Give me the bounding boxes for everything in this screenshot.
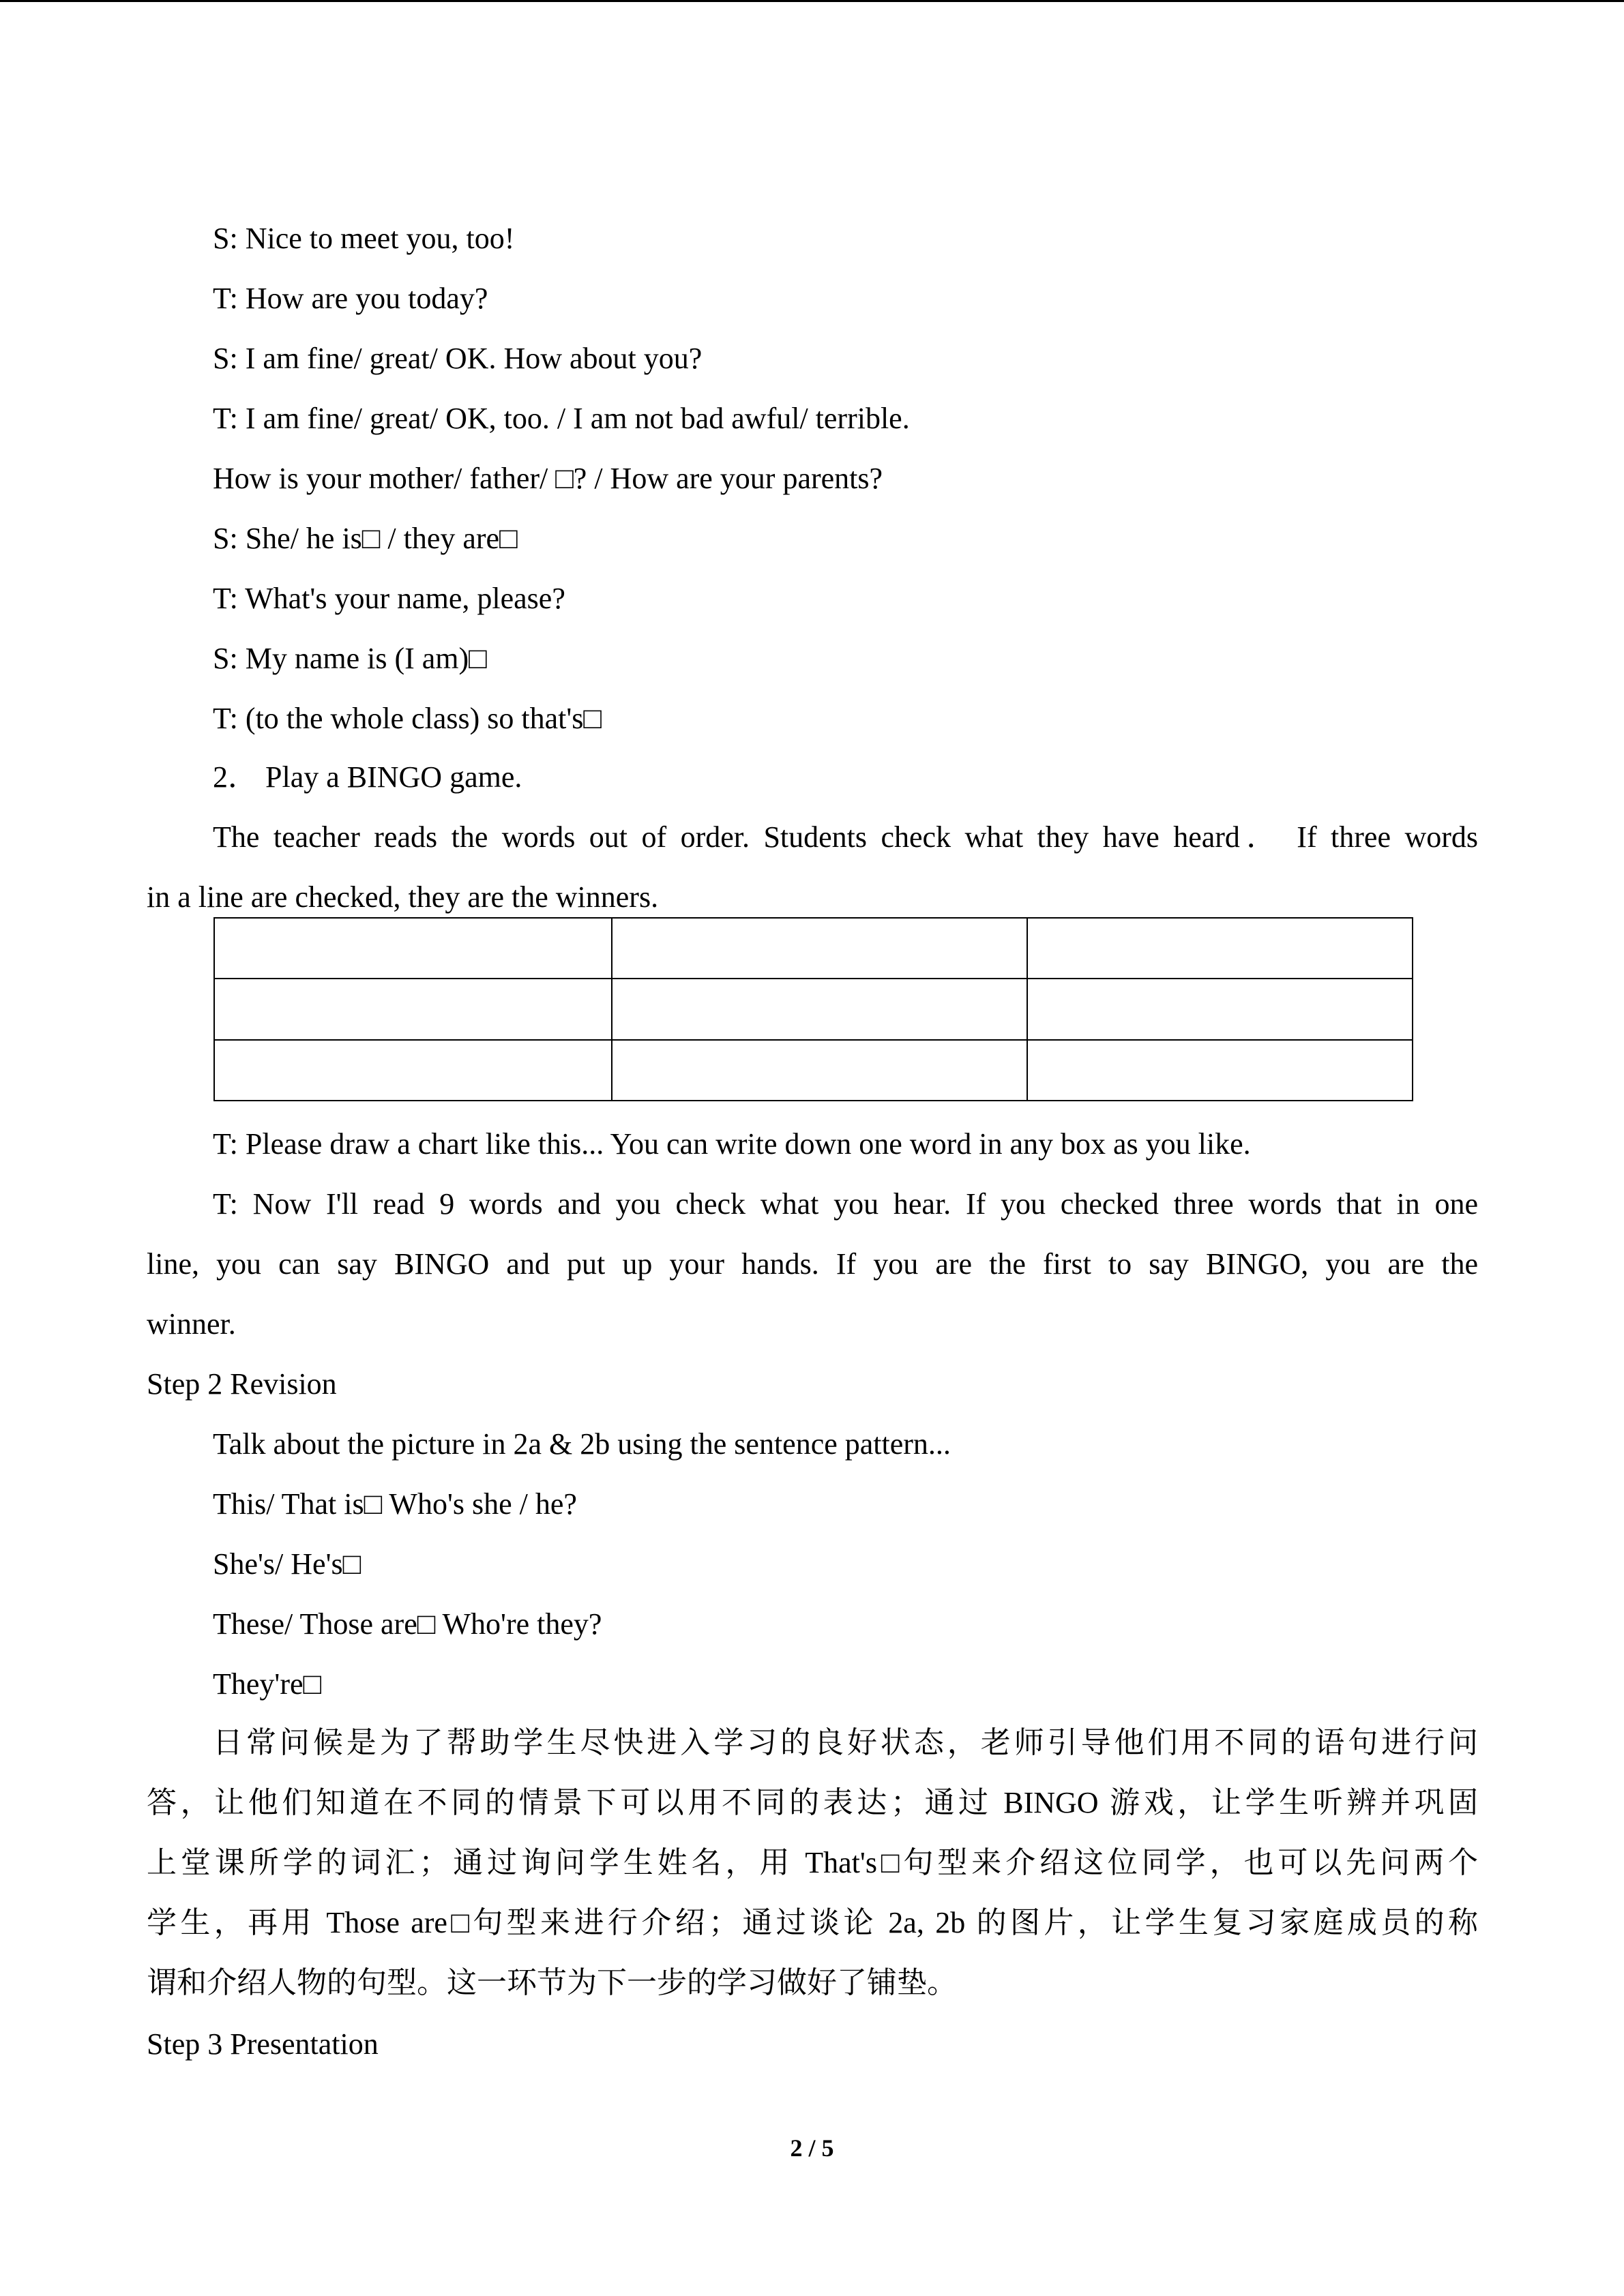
bingo-cell xyxy=(214,1040,612,1101)
bingo-grid xyxy=(213,917,1413,1101)
teaching-note-line: 学生，再用 Those are□句型来进行介绍；通过谈论 2a, 2b 的图片，让学生复习家庭成员的称 xyxy=(147,1906,1478,1939)
dialogue-line: S: She/ he is□ / they are□ xyxy=(213,522,518,555)
bingo-row xyxy=(214,1040,1413,1101)
bingo-intro-line: in a line are checked, they are the winners. xyxy=(147,880,659,914)
dialogue-line: T: I am fine/ great/ OK, too. / I am not bad awful/ terrible. xyxy=(213,402,910,435)
teaching-note-line: 谓和介绍人物的句型。这一环节为下一步的学习做好了铺垫。 xyxy=(147,1966,957,1999)
bingo-cell xyxy=(1027,1040,1413,1101)
step2-line: They're□ xyxy=(213,1667,322,1701)
bingo-heading: 2． Play a BINGO game. xyxy=(213,760,522,794)
dialogue-line: T: What's your name, please? xyxy=(213,582,565,615)
page-number: 2 / 5 xyxy=(790,2134,834,2162)
bingo-cell xyxy=(612,979,1027,1039)
bingo-cell xyxy=(612,918,1027,979)
dialogue-line: T: (to the whole class) so that's□ xyxy=(213,702,602,735)
bingo-cell xyxy=(612,1040,1027,1101)
teaching-note-line: 上堂课所学的词汇；通过询问学生姓名，用 That's□句型来介绍这位同学，也可以先问两个 xyxy=(147,1846,1478,1879)
bingo-cell xyxy=(214,918,612,979)
bingo-instruction-line: winner. xyxy=(147,1307,236,1341)
bingo-cell xyxy=(214,979,612,1039)
teaching-note-line: 日常问候是为了帮助学生尽快进入学习的良好状态，老师引导他们用不同的语句进行问 xyxy=(213,1726,1478,1759)
bingo-cell xyxy=(1027,918,1413,979)
dialogue-line: How is your mother/ father/ □? / How are your parents? xyxy=(213,462,883,495)
dialogue-line: S: Nice to meet you, too! xyxy=(213,222,515,255)
bingo-row xyxy=(214,918,1413,979)
dialogue-line: S: I am fine/ great/ OK. How about you? xyxy=(213,342,703,375)
step2-heading: Step 2 Revision xyxy=(147,1367,337,1401)
step2-line: These/ Those are□ Who're they? xyxy=(213,1607,602,1641)
bingo-row xyxy=(214,979,1413,1039)
bingo-instruction-line: T: Now I'll read 9 words and you check what you hear. If you checked three words that in one xyxy=(213,1187,1478,1221)
bingo-intro-line: The teacher reads the words out of order. Students check what they have heard． If three words xyxy=(213,820,1478,854)
bingo-instruction-line: T: Please draw a chart like this... You can write down one word in any box as you like. xyxy=(213,1127,1251,1161)
dialogue-line: S: My name is (I am)□ xyxy=(213,642,487,675)
teaching-note-line: 答，让他们知道在不同的情景下可以用不同的表达；通过 BINGO 游戏，让学生听辨并巩固 xyxy=(147,1786,1478,1819)
step3-heading: Step 3 Presentation xyxy=(147,2027,379,2061)
step2-line: Talk about the picture in 2a & 2b using the sentence pattern... xyxy=(213,1427,951,1461)
bingo-cell xyxy=(1027,979,1413,1039)
dialogue-line: T: How are you today? xyxy=(213,282,488,315)
step2-line: She's/ He's□ xyxy=(213,1547,361,1581)
step2-line: This/ That is□ Who's she / he? xyxy=(213,1487,577,1521)
bingo-instruction-line: line, you can say BINGO and put up your hands. If you are the first to say BINGO, you are the xyxy=(147,1247,1478,1281)
page-top-border xyxy=(0,0,1624,2)
